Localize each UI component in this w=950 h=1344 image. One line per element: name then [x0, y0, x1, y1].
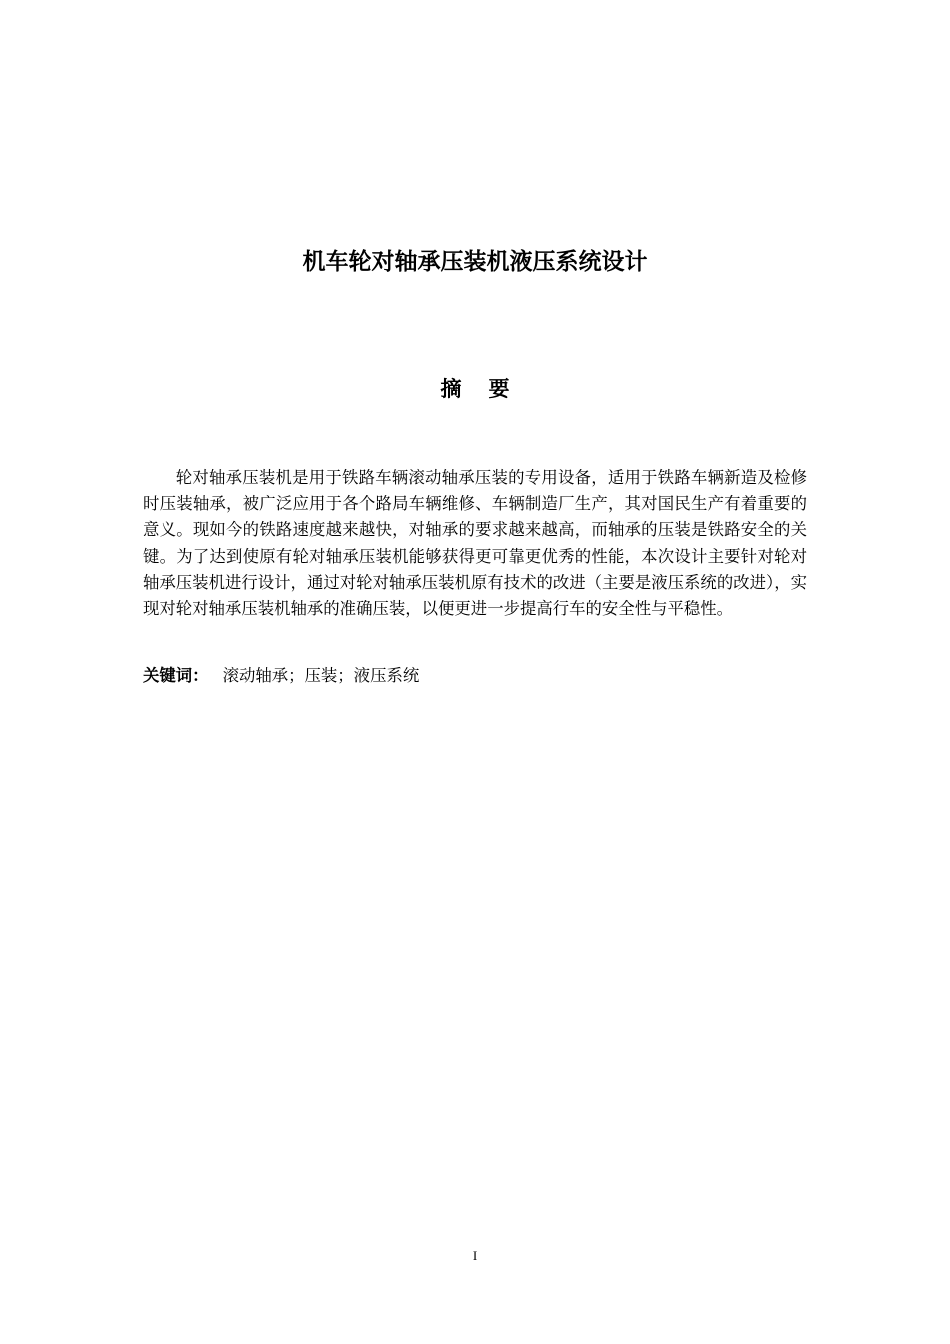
keywords-value: 滚动轴承；压装；液压系统: [222, 666, 420, 685]
abstract-heading: [0, 372, 950, 406]
abstract-heading-char-2: 要: [488, 377, 510, 401]
keywords-line: [143, 663, 807, 689]
abstract-heading-char-1: 摘: [440, 377, 462, 401]
document-title: 机车轮对轴承压装机液压系统设计: [302, 249, 648, 275]
abstract-paragraph: 轮对轴承压装机是用于铁路车辆滚动轴承压装的专用设备，适用于铁路车辆新造及检修时压装轴承，被广泛应用于各个路局车辆维修、车辆制造厂生产，其对国民生产有着重要的意义。现如今的铁路速度越来越快，对轴承的要求越来越高，而轴承的压装是铁路安全的关键。为了达到使原有轮对轴承压装机能够获得更可靠更优秀的性能，本次设计主要针对轮对轴承压装机进行设计，通过对轮对轴承压装机原有技术的改进（主要是液压系统的改进），实现对轮对轴承压装机轴承的准确压装，以便更进一步提高行车的安全性与平稳性。: [143, 468, 807, 619]
keywords-label: 关键词：: [143, 666, 209, 685]
page-number: I: [472, 1248, 478, 1263]
